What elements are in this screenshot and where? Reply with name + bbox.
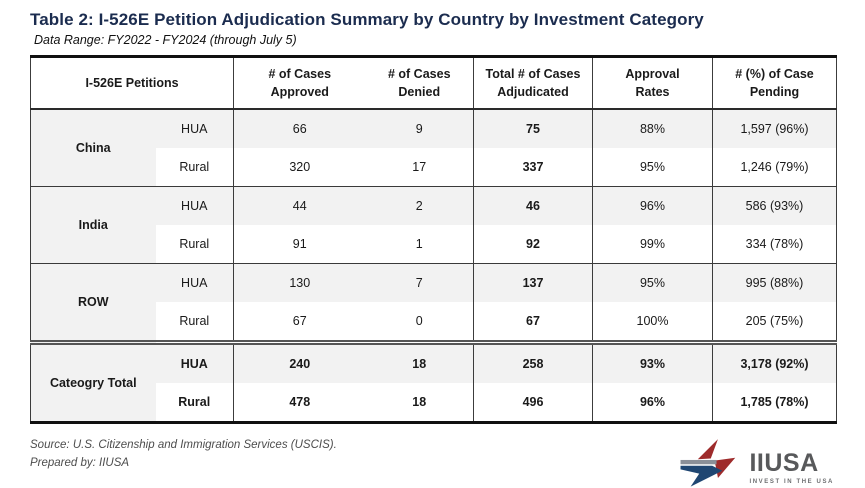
logo-text (749, 448, 834, 485)
cell-denied: 7 (366, 264, 474, 303)
row-india-hua (31, 187, 837, 226)
header-cases-approved (234, 57, 366, 110)
cell-approval-rate: 93% (593, 343, 713, 384)
cell-country-india: India (31, 187, 156, 264)
cell-approved: 66 (234, 109, 366, 148)
cell-approved: 67 (292, 314, 307, 328)
cell-pending: 1,597 (96%) (713, 109, 837, 148)
cell-approved: 478 (289, 395, 311, 409)
page (0, 10, 865, 488)
cell-pending: 334 (78%) (745, 237, 804, 251)
cell-approval-rate: 96% (593, 187, 713, 226)
petition-summary-table (30, 55, 837, 424)
cell-approved: 240 (234, 343, 366, 384)
header-row (31, 57, 837, 110)
cell-approval-rate: 95% (593, 264, 713, 303)
cell-approval-rate: 95% (593, 148, 713, 187)
cell-total-adjudicated: 258 (474, 343, 593, 384)
header-line: Adjudicated (497, 85, 569, 99)
cell-total-adjudicated: 337 (474, 148, 593, 187)
cell-total-adjudicated: 46 (474, 187, 593, 226)
header-petitions: I-526E Petitions (31, 57, 234, 110)
cell-pending: 1,785 (78%) (740, 395, 809, 409)
cell-total-adjudicated: 67 (474, 302, 593, 343)
header-line: Approval (625, 66, 680, 81)
cell-category: Rural (156, 225, 234, 264)
header-case-pending (713, 57, 837, 110)
cell-country-china: China (31, 109, 156, 187)
logo-tagline: INVEST IN THE USA (749, 478, 834, 485)
table-header (31, 57, 837, 110)
logo-wordmark: IIUSA (749, 448, 819, 477)
cell-pending: 995 (88%) (713, 264, 837, 303)
row-row-hua (31, 264, 837, 303)
header-line: Total # of Cases (485, 66, 581, 81)
source-block (30, 437, 337, 473)
cell-category: HUA (156, 187, 234, 226)
prepared-by-note: Prepared by: IIUSA (30, 456, 130, 469)
cell-approved: 44 (234, 187, 366, 226)
cell-approved: 130 (234, 264, 366, 303)
cell-category: Rural (156, 302, 234, 343)
header-line: # of Cases (268, 66, 332, 81)
cell-category: Rural (156, 383, 234, 423)
header-approval-rates (593, 57, 713, 110)
cell-approved: 91 (292, 237, 307, 251)
cell-approval-rate: 96% (593, 383, 713, 423)
header-cases-denied (366, 57, 474, 110)
cell-denied: 2 (366, 187, 474, 226)
cell-total-adjudicated: 137 (474, 264, 593, 303)
row-total-hua (31, 343, 837, 384)
cell-pending: 205 (75%) (745, 314, 804, 328)
header-total-adjudicated (474, 57, 593, 110)
cell-total-adjudicated: 92 (474, 225, 593, 264)
header-line: # of Cases (387, 66, 451, 81)
cell-denied: 1 (366, 225, 474, 264)
table-body (31, 109, 837, 423)
cell-denied: 17 (366, 148, 474, 187)
page-title: Table 2: I-526E Petition Adjudication Summary by Country by Investment Category (30, 10, 704, 29)
cell-pending: 1,246 (79%) (740, 160, 809, 174)
cell-denied: 9 (366, 109, 474, 148)
cell-category: Rural (156, 148, 234, 187)
header-line: # (%) of Case (735, 66, 814, 81)
cell-approval-rate: 100% (593, 302, 713, 343)
cell-total-adjudicated: 496 (474, 383, 593, 423)
cell-denied: 18 (366, 383, 474, 423)
source-note: Source: U.S. Citizenship and Immigration Services (USCIS). (30, 439, 337, 451)
header-line: Approved (270, 85, 329, 99)
header-line: Rates (635, 85, 670, 99)
cell-category: HUA (156, 109, 234, 148)
cell-denied: 18 (366, 343, 474, 384)
data-range-subtitle: Data Range: FY2022 - FY2024 (through July 5) (34, 33, 297, 47)
cell-category: HUA (156, 343, 234, 384)
cell-approval-rate: 88% (593, 109, 713, 148)
iiusa-star-icon (669, 439, 741, 488)
iiusa-logo (669, 439, 836, 488)
cell-category: HUA (156, 264, 234, 303)
cell-country-category-total: Cateogry Total (31, 343, 156, 423)
cell-pending: 3,178 (92%) (713, 343, 837, 384)
header-line: Denied (398, 85, 441, 99)
cell-approved: 320 (289, 160, 311, 174)
header-line: Pending (749, 85, 800, 99)
row-china-hua (31, 109, 837, 148)
cell-country-row: ROW (31, 264, 156, 343)
cell-pending: 586 (93%) (713, 187, 837, 226)
footer (30, 437, 836, 488)
cell-denied: 0 (366, 302, 474, 343)
cell-total-adjudicated: 75 (474, 109, 593, 148)
cell-approval-rate: 99% (593, 225, 713, 264)
